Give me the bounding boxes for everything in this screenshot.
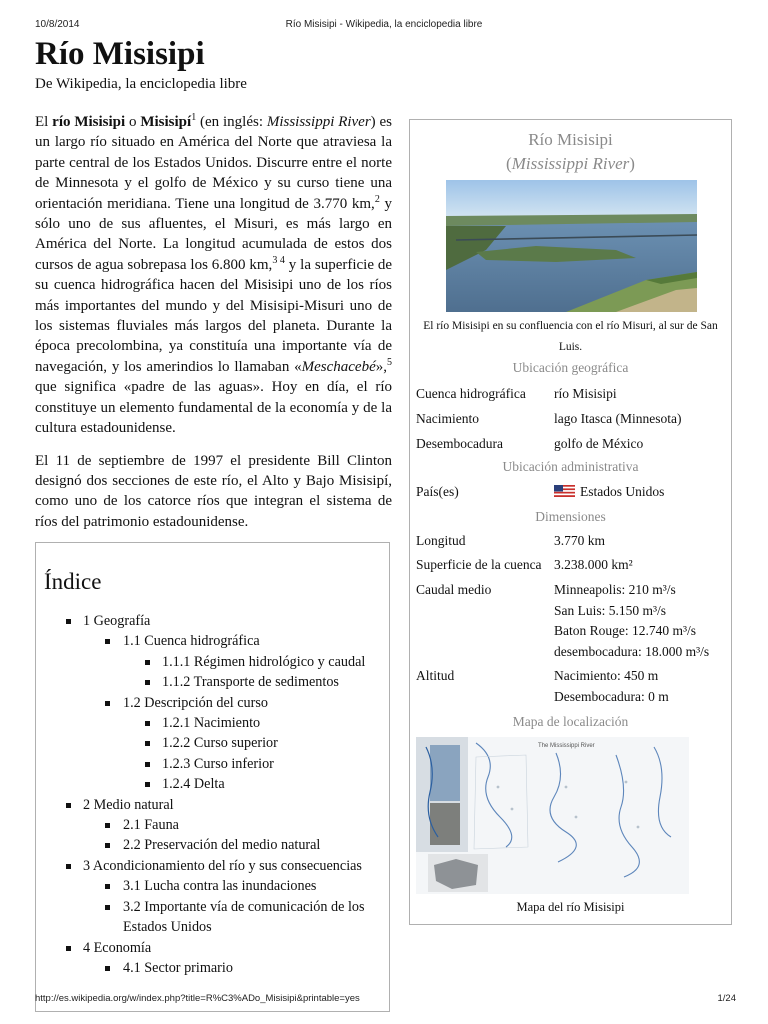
altitud-line: Nacimiento: 450 m [554, 668, 659, 683]
infobox-title-es: Río Misisipi [528, 130, 613, 149]
article-body [35, 112, 392, 544]
value-altitud [554, 666, 669, 707]
toc-item[interactable]: 4.1 Sector primario [36, 958, 389, 978]
ref-2[interactable]: 2 [374, 193, 380, 205]
toc-item[interactable]: 2 Medio natural [36, 795, 389, 815]
toc-item[interactable]: 1.1.1 Régimen hidrológico y caudal [36, 652, 389, 672]
label-caudal: Caudal medio [416, 582, 492, 597]
location-map[interactable] [416, 737, 689, 894]
label-longitud: Longitud [416, 533, 466, 548]
toc-item[interactable]: 2.2 Preservación del medio natural [36, 835, 389, 855]
value-pais [554, 482, 664, 503]
river-photo[interactable] [446, 180, 697, 312]
bold-misisipi: Misisipí [140, 114, 192, 130]
print-url: http://es.wikipedia.org/w/index.php?title=R%C3%ADo_Misisipi&printable=yes [35, 993, 360, 1004]
value-longitud: 3.770 km [554, 533, 606, 548]
value-pais-text[interactable]: Estados Unidos [580, 484, 665, 499]
toc-item[interactable]: 2.1 Fauna [36, 815, 389, 835]
text: y sólo uno de sus afluentes, el Misuri, es más largo en América del Norte. La longitud acumulada de estos dos cursos de agua sobrepasa los 6.800 km, [35, 195, 392, 273]
value-superficie: 3.238.000 km² [554, 557, 633, 572]
text: El [35, 114, 53, 130]
caudal-line: Baton Rouge: 12.740 m³/s [554, 623, 697, 638]
text: que significa «padre de las aguas». Hoy en día, el río constituye un elemento fundamental de la economía y de la cultura estadounidense. [35, 379, 392, 437]
label-pais: País(es) [416, 484, 459, 499]
page-subtitle: De Wikipedia, la enciclopedia libre [35, 76, 247, 92]
value-desembocadura[interactable]: golfo de México [554, 436, 644, 451]
infobox-title-en: (Mississippi River) [506, 154, 635, 173]
infobox-title [410, 128, 731, 176]
infobox [409, 119, 732, 925]
toc-item[interactable]: 1.2.2 Curso superior [36, 733, 389, 753]
toc-item[interactable]: 1.1.2 Transporte de sedimentos [36, 672, 389, 692]
section-dimensiones: Dimensiones [535, 509, 606, 524]
text: (en inglés: [196, 114, 267, 130]
us-flag-icon [554, 485, 575, 497]
toc-item[interactable]: 4 Economía [36, 938, 389, 958]
intro-paragraph [35, 112, 392, 439]
photo-caption: El río Misisipi en su confluencia con el río Misuri, al sur de San Luis. [423, 320, 718, 353]
label-nacimiento: Nacimiento [416, 411, 479, 426]
toc-list [36, 611, 389, 978]
label-superficie: Superficie de la cuenca [416, 557, 542, 572]
text: ) es un largo río situado en América del Norte que atraviesa la parte central de los Estados Unidos. Discurre entre el norte de Minnesota y el golfo de México y su curso tiene una orientación meridiana. Tiene una longitud de 3.770 km, [35, 114, 392, 212]
second-paragraph: El 11 de septiembre de 1997 el presidente Bill Clinton designó dos secciones de este río, el Alto y Bajo Misisipí, como uno de los catorce ríos que integran el sistema de ríos del patrimonio estadounidense. [35, 452, 392, 530]
caudal-line: desembocadura: 18.000 m³/s [554, 643, 710, 659]
toc-title: Índice [44, 569, 102, 594]
page-number: 1/24 [717, 993, 736, 1004]
caudal-line: San Luis: 5.150 m³/s [554, 602, 667, 618]
toc-item[interactable]: 1.1 Cuenca hidrográfica [36, 631, 389, 651]
ref-1[interactable]: 1 [191, 112, 197, 123]
toc-item[interactable]: 1.2.3 Curso inferior [36, 754, 389, 774]
label-cuenca: Cuenca hidrográfica [416, 386, 526, 401]
value-cuenca[interactable]: río Misisipi [554, 386, 617, 401]
toc-item[interactable]: 3.1 Lucha contra las inundaciones [36, 876, 389, 896]
infobox-title-en-italic: Mississippi River [511, 154, 630, 173]
italic-meschacebe: Meschacebé [301, 358, 376, 375]
map-title-label: The Mississippi River [538, 743, 595, 749]
page-title: Río Misisipi [35, 36, 205, 72]
italic-english-name: Mississippi River [266, 114, 371, 130]
toc-item[interactable]: 1 Geografía [36, 611, 389, 631]
text: y la superficie de su cuenca hidrográfica hacen del Misisipi uno de los ríos más importantes del mundo y del Misisipi-Misuri uno de los sistemas fluviales más largos del planeta. Durante la época precolombina, ya constituía una importante vía de navegación, y los amerindios lo llamaban « [35, 256, 393, 375]
section-mapa: Mapa de localización [512, 714, 629, 729]
toc-item[interactable]: 1.2.4 Delta [36, 774, 389, 794]
print-title: Río Misisipi - Wikipedia, la enciclopedia libre [285, 19, 483, 30]
toc-item[interactable]: 1.2.1 Nacimiento [36, 713, 389, 733]
ref-5[interactable]: 5 [387, 356, 392, 368]
section-geo: Ubicación geográfica [512, 360, 629, 375]
ref-3-4[interactable]: 3 4 [272, 254, 285, 266]
link-rio-misisipi[interactable]: río Misisipi [52, 114, 126, 130]
value-caudal [554, 580, 709, 662]
map-caption: Mapa del río Misisipi [516, 900, 625, 914]
value-nacimiento[interactable]: lago Itasca (Minnesota) [554, 411, 682, 426]
label-altitud: Altitud [416, 668, 455, 683]
toc-item[interactable]: 3.2 Importante vía de comunicación de los Estados Unidos [36, 897, 389, 938]
label-desembocadura: Desembocadura [416, 436, 503, 451]
print-date: 10/8/2014 [35, 19, 80, 30]
caudal-line: Minneapolis: 210 m³/s [554, 582, 676, 597]
text: », [375, 358, 387, 375]
toc-item[interactable]: 1.2 Descripción del curso [36, 693, 389, 713]
table-of-contents [35, 542, 390, 1012]
toc-item[interactable]: 3 Acondicionamiento del río y sus consecuencias [36, 856, 389, 876]
text: o [125, 114, 141, 130]
altitud-line: Desembocadura: 0 m [554, 688, 669, 704]
section-admin: Ubicación administrativa [502, 459, 639, 474]
